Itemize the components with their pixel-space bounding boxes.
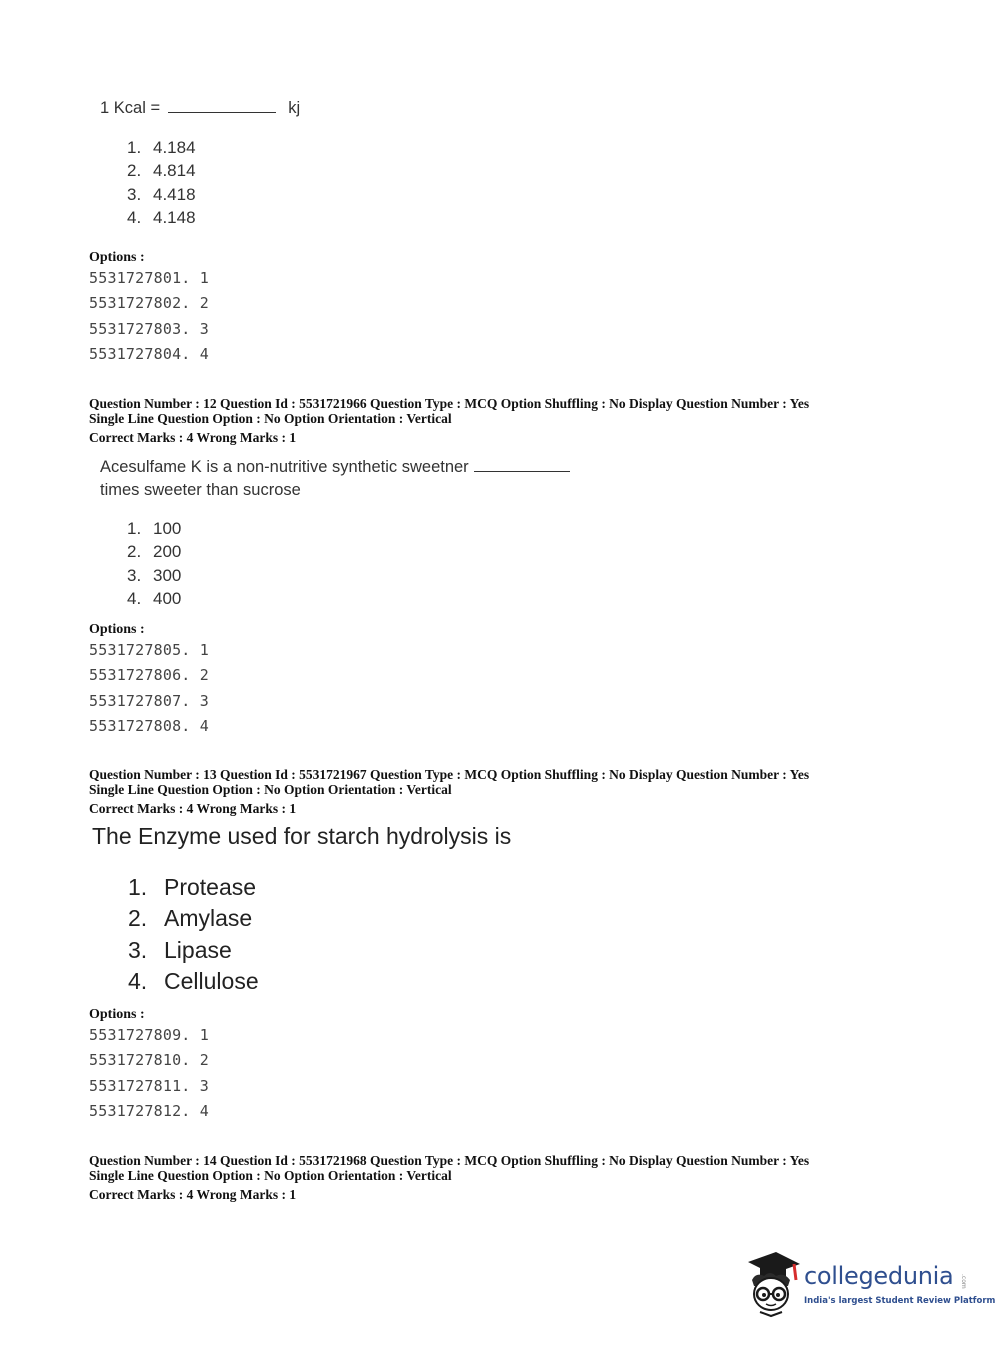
q13-question-text: The Enzyme used for starch hydrolysis is [92,823,512,849]
meta-line: Single Line Question Option : No Option Orientation : Vertical [89,411,452,426]
meta-line: Correct Marks : 4 Wrong Marks : 1 [89,430,297,445]
choice-item: 1. 100 [127,519,182,538]
choice-item: 3. 300 [127,565,182,585]
option-id: 5531727805. 1 [89,641,209,659]
choice-item: 4. 4.148 [127,207,196,227]
option-id: 5531727807. 3 [89,691,209,710]
choice-item: 3. 4.418 [127,184,196,204]
meta-line: Single Line Question Option : No Option Orientation : Vertical [89,782,452,797]
option-id: 5531727801. 1 [89,269,209,287]
q12-question-text: Acesulfame K is a non-nutritive synthetic sweetner times sweeter than sucrose [100,456,570,502]
choice-item: 1. Protease [128,874,257,900]
mascot-icon [742,1250,802,1320]
option-id: 5531727810. 2 [89,1051,209,1070]
option-id: 5531727804. 4 [89,345,209,364]
answer-blank [474,471,570,472]
choice-item: 4. 400 [127,588,182,608]
options-heading: Options : [89,250,145,265]
option-id: 5531727812. 4 [89,1102,209,1121]
meta-line: Question Number : 14 Question Id : 5531721968 Question Type : MCQ Option Shuffling : No Display Question Number : Yes [89,1153,810,1168]
logo-tagline: India's largest Student Review Platform [804,1296,996,1306]
option-id: 5531727809. 1 [89,1026,209,1044]
choice-item: 4. Cellulose [128,967,259,994]
meta-line: Correct Marks : 4 Wrong Marks : 1 [89,1187,297,1202]
q13-choices [128,872,259,997]
option-id: 5531727803. 3 [89,319,209,338]
options-heading: Options : [89,622,145,637]
meta-line: Correct Marks : 4 Wrong Marks : 1 [89,801,297,816]
choice-item: 2. 4.814 [127,161,196,181]
option-id: 5531727808. 4 [89,717,209,736]
option-id: 5531727802. 2 [89,294,209,313]
meta-line: Question Number : 12 Question Id : 5531721966 Question Type : MCQ Option Shuffling : No Display Question Number : Yes [89,396,810,411]
q13-option-ids [89,1023,209,1125]
meta-line: Single Line Question Option : No Option Orientation : Vertical [89,1168,452,1183]
q12-meta [89,396,809,445]
q11-question-text: 1 Kcal = kj [100,99,301,117]
choice-item: 3. Lipase [128,936,232,963]
q12-option-ids [89,638,209,740]
option-id: 5531727811. 3 [89,1076,209,1095]
option-id: 5531727806. 2 [89,666,209,685]
q14-meta [89,1153,809,1202]
q12-choices [127,517,181,610]
collegedunia-logo [742,1250,996,1320]
logo-wordmark: collegedunia [804,1262,954,1290]
answer-blank [168,112,276,113]
choice-item: 1. 4.184 [127,138,196,157]
q11-option-ids [89,266,209,368]
logo-domain-suffix: .com [960,1274,967,1289]
options-heading: Options : [89,1007,145,1022]
choice-item: 2. 200 [127,542,182,562]
meta-line: Question Number : 13 Question Id : 5531721967 Question Type : MCQ Option Shuffling : No Display Question Number : Yes [89,767,810,782]
choice-item: 2. Amylase [128,905,253,932]
q13-meta [89,767,809,816]
q11-choices [127,136,196,229]
